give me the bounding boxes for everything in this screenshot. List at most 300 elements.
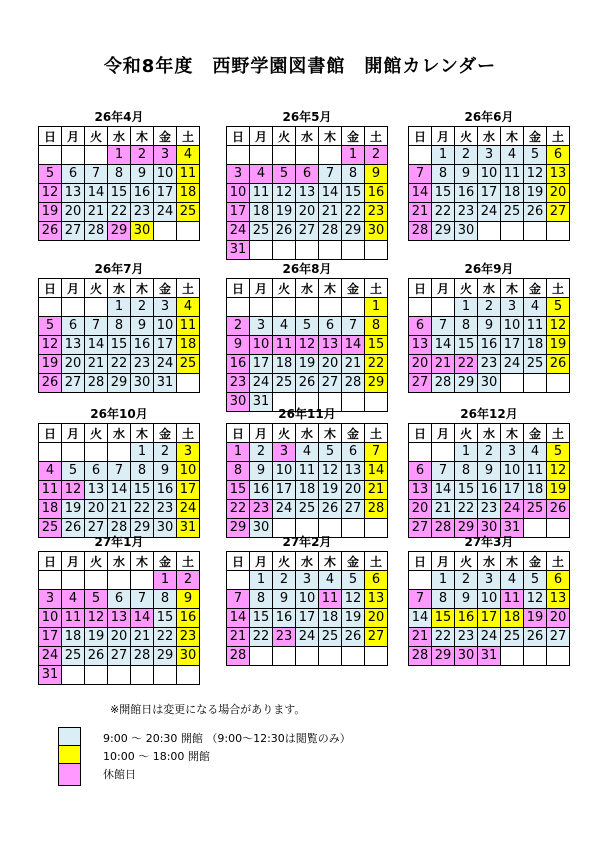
calendar-empty-cell	[342, 241, 365, 260]
calendar-day: 4	[250, 165, 273, 184]
calendar-day: 25	[39, 519, 62, 538]
calendar-day: 24	[273, 500, 296, 519]
calendar-day: 29	[131, 519, 154, 538]
calendar-day: 5	[547, 298, 570, 317]
calendar-day: 26	[547, 355, 570, 374]
calendar-day: 26	[85, 647, 108, 666]
calendar-empty-cell	[39, 298, 62, 317]
calendar-day: 24	[154, 203, 177, 222]
calendar-day: 16	[365, 184, 388, 203]
calendar-day: 1	[365, 298, 388, 317]
calendar-day: 12	[85, 609, 108, 628]
calendar-day: 18	[524, 336, 547, 355]
calendar-day: 23	[478, 500, 501, 519]
calendar-day: 21	[342, 355, 365, 374]
calendar-day: 17	[39, 628, 62, 647]
calendar-day: 21	[85, 203, 108, 222]
calendar-day: 11	[177, 317, 200, 336]
weekday-header: 火	[455, 279, 478, 298]
weekday-header: 水	[108, 552, 131, 571]
calendar-day: 27	[108, 647, 131, 666]
calendar-day: 13	[547, 590, 570, 609]
calendar-day: 24	[501, 355, 524, 374]
calendar-day: 27	[547, 628, 570, 647]
calendar-empty-cell	[177, 374, 200, 393]
weekday-header: 月	[62, 552, 85, 571]
calendar-day: 2	[131, 146, 154, 165]
weekday-header: 火	[273, 424, 296, 443]
calendar-day: 22	[131, 500, 154, 519]
weekday-header: 火	[273, 552, 296, 571]
calendar-day: 27	[85, 519, 108, 538]
calendar-day: 13	[62, 184, 85, 203]
calendar-day: 26	[547, 500, 570, 519]
weekday-header: 月	[62, 424, 85, 443]
calendar-empty-cell	[250, 647, 273, 666]
calendar-day: 14	[432, 336, 455, 355]
calendar-day: 16	[227, 355, 250, 374]
weekday-header: 水	[296, 424, 319, 443]
calendar-day: 28	[342, 374, 365, 393]
calendar-day: 3	[478, 571, 501, 590]
calendar-day: 7	[432, 462, 455, 481]
calendar-empty-cell	[501, 374, 524, 393]
calendar-day: 14	[85, 184, 108, 203]
calendar-day: 11	[319, 590, 342, 609]
calendar-day: 17	[227, 203, 250, 222]
calendar-day: 16	[177, 609, 200, 628]
calendar-day: 21	[409, 628, 432, 647]
calendar-day: 15	[108, 336, 131, 355]
calendar-day: 18	[250, 203, 273, 222]
calendar-day: 28	[409, 647, 432, 666]
weekday-header: 木	[501, 552, 524, 571]
calendar-day: 13	[319, 336, 342, 355]
calendar-empty-cell	[250, 241, 273, 260]
calendar-day: 29	[455, 519, 478, 538]
legend-text-closed: 休館日	[103, 768, 136, 781]
weekday-header: 日	[227, 127, 250, 146]
calendar-day: 1	[108, 298, 131, 317]
weekday-header: 木	[319, 279, 342, 298]
weekday-header: 木	[501, 127, 524, 146]
calendar-day: 24	[39, 647, 62, 666]
month-calendar	[38, 108, 200, 241]
calendar-empty-cell	[227, 146, 250, 165]
weekday-header: 月	[432, 424, 455, 443]
calendar-empty-cell	[39, 443, 62, 462]
calendar-day: 30	[365, 222, 388, 241]
calendar-day: 19	[524, 609, 547, 628]
calendar-day: 8	[108, 317, 131, 336]
calendar-empty-cell	[85, 666, 108, 685]
calendar-empty-cell	[62, 146, 85, 165]
month-title: 27年1月	[94, 535, 144, 549]
calendar-empty-cell	[432, 443, 455, 462]
weekday-header: 月	[432, 279, 455, 298]
calendar-day: 27	[365, 628, 388, 647]
calendar-day: 31	[478, 647, 501, 666]
calendar-day: 19	[547, 336, 570, 355]
calendar-day: 12	[547, 462, 570, 481]
calendar-day: 8	[227, 462, 250, 481]
calendar-day: 26	[273, 222, 296, 241]
calendar-day: 23	[273, 628, 296, 647]
calendar-day: 4	[296, 443, 319, 462]
calendar-day: 26	[524, 628, 547, 647]
calendar-empty-cell	[227, 298, 250, 317]
calendar-day: 9	[177, 590, 200, 609]
calendar-day: 6	[62, 165, 85, 184]
calendar-day: 11	[296, 462, 319, 481]
month-calendar	[408, 260, 570, 393]
calendar-day: 5	[319, 443, 342, 462]
calendar-day: 15	[455, 481, 478, 500]
calendar-empty-cell	[501, 647, 524, 666]
calendar-day: 14	[108, 481, 131, 500]
calendar-day: 18	[501, 609, 524, 628]
calendar-day: 10	[250, 336, 273, 355]
calendar-empty-cell	[342, 298, 365, 317]
weekday-header: 土	[365, 552, 388, 571]
calendar-empty-cell	[319, 241, 342, 260]
calendar-day: 14	[409, 609, 432, 628]
weekday-header: 火	[85, 552, 108, 571]
weekday-header: 金	[342, 552, 365, 571]
calendar-day: 4	[319, 571, 342, 590]
calendar-empty-cell	[154, 222, 177, 241]
calendar-day: 21	[85, 355, 108, 374]
calendar-day: 18	[62, 628, 85, 647]
weekday-header: 日	[409, 424, 432, 443]
calendar-empty-cell	[62, 298, 85, 317]
calendar-day: 25	[177, 355, 200, 374]
calendar-empty-cell	[273, 241, 296, 260]
calendar-day: 17	[478, 184, 501, 203]
calendar-day: 2	[131, 298, 154, 317]
weekday-header: 水	[296, 127, 319, 146]
calendar-empty-cell	[85, 298, 108, 317]
calendar-day: 6	[547, 571, 570, 590]
calendar-day: 15	[108, 184, 131, 203]
month-calendar	[226, 405, 388, 538]
calendar-day: 20	[85, 500, 108, 519]
weekday-header: 金	[342, 424, 365, 443]
calendar-empty-cell	[296, 241, 319, 260]
calendar-day: 17	[501, 336, 524, 355]
calendar-day: 30	[177, 647, 200, 666]
calendar-day: 22	[455, 500, 478, 519]
calendar-day: 13	[296, 184, 319, 203]
weekday-header: 土	[547, 552, 570, 571]
calendar-empty-cell	[131, 571, 154, 590]
calendar-day: 23	[227, 374, 250, 393]
calendar-day: 16	[478, 336, 501, 355]
calendar-day: 30	[131, 222, 154, 241]
calendar-empty-cell	[273, 146, 296, 165]
calendar-day: 12	[296, 336, 319, 355]
calendar-day: 8	[455, 317, 478, 336]
calendar-day: 2	[250, 443, 273, 462]
calendar-day: 28	[85, 222, 108, 241]
calendar-day: 7	[227, 590, 250, 609]
weekday-header: 火	[85, 424, 108, 443]
calendar-day: 31	[501, 519, 524, 538]
calendar-day: 7	[342, 317, 365, 336]
calendar-day: 8	[131, 462, 154, 481]
calendar-day: 6	[365, 571, 388, 590]
calendar-day: 19	[39, 355, 62, 374]
calendar-day: 10	[177, 462, 200, 481]
calendar-day: 24	[177, 500, 200, 519]
calendar-empty-cell	[365, 241, 388, 260]
calendar-day: 3	[501, 443, 524, 462]
weekday-header: 木	[131, 552, 154, 571]
calendar-day: 6	[342, 443, 365, 462]
weekday-header: 日	[227, 552, 250, 571]
calendar-day: 22	[227, 500, 250, 519]
calendar-day: 3	[478, 146, 501, 165]
calendar-day: 1	[154, 571, 177, 590]
calendar-day: 3	[296, 571, 319, 590]
calendar-day: 23	[250, 500, 273, 519]
calendar-day: 14	[85, 336, 108, 355]
calendar-day: 20	[62, 203, 85, 222]
calendar-day: 11	[524, 462, 547, 481]
calendar-day: 24	[250, 374, 273, 393]
weekday-header: 日	[227, 424, 250, 443]
calendar-day: 10	[501, 317, 524, 336]
calendar-day: 29	[154, 647, 177, 666]
calendar-day: 10	[478, 165, 501, 184]
calendar-day: 11	[524, 317, 547, 336]
calendar-day: 14	[131, 609, 154, 628]
weekday-header: 土	[365, 424, 388, 443]
calendar-day: 31	[177, 519, 200, 538]
calendar-day: 6	[409, 317, 432, 336]
calendar-day: 22	[154, 628, 177, 647]
calendar-day: 2	[478, 298, 501, 317]
calendar-day: 7	[409, 590, 432, 609]
month-title: 26年9月	[464, 262, 514, 276]
month-title: 27年2月	[282, 535, 332, 549]
calendar-day: 18	[524, 481, 547, 500]
calendar-empty-cell	[177, 666, 200, 685]
calendar-day: 10	[154, 165, 177, 184]
calendar-day: 9	[131, 317, 154, 336]
calendar-day: 5	[62, 462, 85, 481]
calendar-day: 26	[524, 203, 547, 222]
calendar-day: 13	[365, 590, 388, 609]
calendar-day: 1	[455, 443, 478, 462]
calendar-day: 20	[365, 609, 388, 628]
calendar-day: 29	[365, 374, 388, 393]
calendar-day: 14	[365, 462, 388, 481]
calendar-day: 30	[227, 393, 250, 412]
calendar-day: 6	[319, 317, 342, 336]
month-calendar	[38, 405, 200, 538]
calendar-day: 4	[39, 462, 62, 481]
weekday-header: 日	[409, 552, 432, 571]
calendar-day: 2	[478, 443, 501, 462]
calendar-empty-cell	[409, 298, 432, 317]
calendar-day: 23	[455, 203, 478, 222]
calendar-day: 3	[501, 298, 524, 317]
notice-text: ※開館日は変更になる場合があります。	[110, 703, 306, 716]
page-title: 令和8年度 西野学園図書館 開館カレンダー	[103, 56, 497, 77]
calendar-day: 13	[85, 481, 108, 500]
calendar-empty-cell	[524, 374, 547, 393]
calendar-day: 19	[547, 481, 570, 500]
weekday-header: 火	[455, 552, 478, 571]
calendar-day: 13	[409, 336, 432, 355]
calendar-day: 2	[154, 443, 177, 462]
calendar-day: 9	[455, 165, 478, 184]
calendar-day: 30	[478, 374, 501, 393]
calendar-day: 20	[319, 355, 342, 374]
calendar-day: 28	[432, 374, 455, 393]
calendar-day: 26	[296, 374, 319, 393]
calendar-day: 4	[501, 146, 524, 165]
calendar-day: 24	[501, 500, 524, 519]
calendar-day: 15	[432, 184, 455, 203]
weekday-header: 日	[39, 424, 62, 443]
calendar-day: 20	[62, 355, 85, 374]
calendar-day: 2	[455, 146, 478, 165]
calendar-day: 8	[365, 317, 388, 336]
calendar-day: 15	[131, 481, 154, 500]
calendar-day: 5	[273, 165, 296, 184]
weekday-header: 金	[342, 127, 365, 146]
calendar-day: 15	[365, 336, 388, 355]
weekday-header: 月	[432, 552, 455, 571]
calendar-empty-cell	[62, 666, 85, 685]
calendar-day: 19	[319, 481, 342, 500]
calendar-day: 5	[524, 571, 547, 590]
calendar-day: 26	[62, 519, 85, 538]
calendar-day: 20	[409, 500, 432, 519]
weekday-header: 金	[154, 279, 177, 298]
calendar-day: 5	[39, 317, 62, 336]
month-calendar	[38, 260, 200, 393]
calendar-empty-cell	[296, 647, 319, 666]
calendar-day: 3	[39, 590, 62, 609]
weekday-header: 水	[296, 279, 319, 298]
calendar-day: 15	[455, 336, 478, 355]
calendar-day: 22	[365, 355, 388, 374]
calendar-day: 18	[501, 184, 524, 203]
calendar-day: 20	[342, 481, 365, 500]
calendar-day: 3	[250, 317, 273, 336]
calendar-day: 25	[250, 222, 273, 241]
weekday-header: 月	[432, 127, 455, 146]
weekday-header: 水	[108, 424, 131, 443]
weekday-header: 土	[547, 279, 570, 298]
calendar-day: 16	[250, 481, 273, 500]
calendar-day: 6	[547, 146, 570, 165]
calendar-day: 19	[273, 203, 296, 222]
calendar-day: 7	[409, 165, 432, 184]
calendar-day: 8	[432, 165, 455, 184]
calendar-day: 15	[342, 184, 365, 203]
month-title: 26年7月	[94, 262, 144, 276]
calendar-day: 22	[342, 203, 365, 222]
calendar-day: 5	[342, 571, 365, 590]
weekday-header: 土	[365, 279, 388, 298]
calendar-day: 15	[432, 609, 455, 628]
calendar-empty-cell	[365, 647, 388, 666]
calendar-day: 4	[177, 146, 200, 165]
calendar-day: 7	[319, 165, 342, 184]
calendar-day: 28	[85, 374, 108, 393]
calendar-day: 7	[85, 317, 108, 336]
calendar-day: 8	[342, 165, 365, 184]
calendar-day: 21	[409, 203, 432, 222]
month-calendar	[408, 405, 570, 538]
calendar-day: 5	[547, 443, 570, 462]
calendar-empty-cell	[85, 443, 108, 462]
calendar-day: 23	[131, 203, 154, 222]
calendar-day: 18	[177, 336, 200, 355]
calendar-day: 25	[501, 628, 524, 647]
weekday-header: 木	[319, 552, 342, 571]
calendar-empty-cell	[108, 571, 131, 590]
calendar-day: 2	[365, 146, 388, 165]
calendar-day: 13	[62, 336, 85, 355]
calendar-empty-cell	[547, 222, 570, 241]
calendar-day: 31	[250, 393, 273, 412]
calendar-day: 30	[478, 519, 501, 538]
weekday-header: 日	[409, 127, 432, 146]
calendar-day: 14	[409, 184, 432, 203]
calendar-empty-cell	[250, 146, 273, 165]
calendar-day: 19	[524, 184, 547, 203]
calendar-day: 18	[319, 609, 342, 628]
calendar-day: 18	[177, 184, 200, 203]
weekday-header: 土	[547, 424, 570, 443]
calendar-empty-cell	[524, 647, 547, 666]
calendar-day: 28	[432, 519, 455, 538]
weekday-header: 水	[108, 127, 131, 146]
calendar-day: 4	[524, 298, 547, 317]
month-title: 26年5月	[282, 110, 332, 124]
weekday-header: 木	[131, 127, 154, 146]
calendar-day: 17	[177, 481, 200, 500]
weekday-header: 土	[547, 127, 570, 146]
calendar-day: 18	[39, 500, 62, 519]
calendar-day: 22	[108, 355, 131, 374]
calendar-day: 20	[547, 609, 570, 628]
calendar-day: 27	[547, 203, 570, 222]
calendar-empty-cell	[432, 298, 455, 317]
calendar-day: 2	[273, 571, 296, 590]
calendar-day: 4	[177, 298, 200, 317]
calendar-day: 27	[409, 519, 432, 538]
calendar-empty-cell	[154, 666, 177, 685]
calendar-day: 28	[108, 519, 131, 538]
calendar-day: 12	[342, 590, 365, 609]
calendar-empty-cell	[250, 298, 273, 317]
calendar-day: 27	[319, 374, 342, 393]
weekday-header: 金	[524, 424, 547, 443]
calendar-day: 9	[273, 590, 296, 609]
calendar-day: 20	[108, 628, 131, 647]
calendar-day: 20	[296, 203, 319, 222]
calendar-day: 14	[319, 184, 342, 203]
calendar-day: 16	[131, 336, 154, 355]
calendar-empty-cell	[319, 647, 342, 666]
calendar-day: 15	[154, 609, 177, 628]
